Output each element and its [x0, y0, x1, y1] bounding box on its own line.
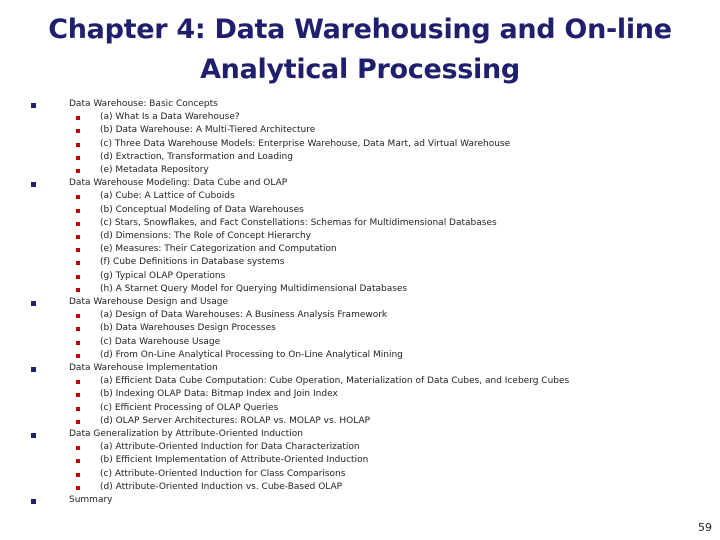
subtopic-label: (a) Design of Data Warehouses: A Business Analysis Framework: [100, 310, 388, 321]
subtopic-label: (d) From On-Line Analytical Processing to On-Line Analytical Mining: [100, 349, 403, 360]
subtopic-label: (b) Data Warehouse: A Multi-Tiered Architecture: [100, 125, 316, 136]
subtopic-item: [28, 322, 708, 335]
subtopic-item: [28, 349, 708, 362]
section-bullet-icon: [31, 499, 36, 504]
subtopic-bullet-icon: [76, 354, 80, 358]
section-title: Data Warehouse Modeling: Data Cube and OLAP: [69, 178, 288, 189]
subtopic-item: [28, 309, 708, 322]
subtopic-item: [28, 204, 708, 217]
subtopic-label: (a) Efficient Data Cube Computation: Cube Operation, Materialization of Data Cubes, and Iceberg Cubes: [100, 376, 570, 387]
subtopic-bullet-icon: [76, 222, 80, 226]
section-bullet-icon: [31, 367, 36, 372]
subtopic-item: [28, 481, 708, 494]
chapter-outline: [28, 98, 708, 507]
subtopic-bullet-icon: [76, 195, 80, 199]
slide-title-line-2: Analytical Processing: [200, 54, 520, 85]
subtopic-bullet-icon: [76, 129, 80, 133]
section-bullet-icon: [31, 301, 36, 306]
section-title: Data Warehouse Implementation: [69, 363, 218, 374]
subtopic-item: [28, 111, 708, 124]
subtopic-item: [28, 164, 708, 177]
subtopic-label: (e) Metadata Repository: [100, 165, 209, 176]
subtopic-bullet-icon: [76, 341, 80, 345]
subtopic-item: [28, 388, 708, 401]
subtopic-bullet-icon: [76, 446, 80, 450]
subtopic-bullet-icon: [76, 235, 80, 239]
subtopic-label: (b) Data Warehouses Design Processes: [100, 323, 276, 334]
section-subtopics: [28, 309, 708, 362]
subtopic-label: (f) Cube Definitions in Database systems: [100, 257, 285, 268]
subtopic-label: (a) What Is a Data Warehouse?: [100, 112, 240, 123]
subtopic-label: (a) Attribute-Oriented Induction for Data Characterization: [100, 442, 360, 453]
subtopic-item: [28, 415, 708, 428]
slide-title-line-1: Chapter 4: Data Warehousing and On-line: [48, 14, 672, 45]
subtopic-bullet-icon: [76, 380, 80, 384]
subtopic-label: (c) Stars, Snowflakes, and Fact Constellations: Schemas for Multidimensional Databases: [100, 217, 497, 228]
section-bullet-icon: [31, 103, 36, 108]
outline-section: [28, 177, 708, 296]
subtopic-label: (c) Data Warehouse Usage: [100, 336, 221, 347]
subtopic-item: [28, 270, 708, 283]
subtopic-bullet-icon: [76, 275, 80, 279]
subtopic-item: [28, 375, 708, 388]
subtopic-item: [28, 217, 708, 230]
subtopic-bullet-icon: [76, 486, 80, 490]
subtopic-item: [28, 190, 708, 203]
subtopic-item: [28, 454, 708, 467]
section-subtopics: [28, 375, 708, 428]
subtopic-label: (h) A Starnet Query Model for Querying Multidimensional Databases: [100, 283, 408, 294]
section-title: Data Warehouse: Basic Concepts: [69, 99, 218, 109]
subtopic-item: [28, 230, 708, 243]
outline-section: [28, 494, 708, 507]
outline-section: [28, 362, 708, 428]
section-bullet-icon: [31, 433, 36, 438]
section-title: Data Warehouse Design and Usage: [69, 297, 228, 308]
subtopic-bullet-icon: [76, 393, 80, 397]
subtopic-bullet-icon: [76, 459, 80, 463]
subtopic-bullet-icon: [76, 116, 80, 120]
subtopic-label: (a) Cube: A Lattice of Cuboids: [100, 191, 235, 202]
subtopic-label: (c) Efficient Processing of OLAP Queries: [100, 402, 279, 413]
subtopic-label: (g) Typical OLAP Operations: [100, 270, 226, 281]
section-title: Data Generalization by Attribute-Oriented Induction: [69, 429, 303, 440]
subtopic-bullet-icon: [76, 248, 80, 252]
page-number: 59: [698, 521, 712, 534]
subtopic-label: (d) Dimensions: The Role of Concept Hierarchy: [100, 231, 311, 242]
subtopic-bullet-icon: [76, 473, 80, 477]
subtopic-bullet-icon: [76, 169, 80, 173]
subtopic-label: (c) Three Data Warehouse Models: Enterprise Warehouse, Data Mart, ad Virtual Warehouse: [100, 138, 511, 149]
section-subtopics: [28, 441, 708, 494]
subtopic-item: [28, 243, 708, 256]
subtopic-label: (d) Extraction, Transformation and Loading: [100, 151, 293, 162]
subtopic-item: [28, 151, 708, 164]
subtopic-bullet-icon: [76, 407, 80, 411]
subtopic-item: [28, 402, 708, 415]
subtopic-bullet-icon: [76, 156, 80, 160]
section-subtopics: [28, 111, 708, 177]
subtopic-label: (b) Conceptual Modeling of Data Warehouses: [100, 204, 304, 215]
subtopic-bullet-icon: [76, 209, 80, 213]
slide-title: [0, 10, 720, 90]
subtopic-item: [28, 283, 708, 296]
subtopic-bullet-icon: [76, 314, 80, 318]
subtopic-label: (e) Measures: Their Categorization and Computation: [100, 244, 337, 255]
subtopic-label: (d) OLAP Server Architectures: ROLAP vs. MOLAP vs. HOLAP: [100, 415, 371, 426]
subtopic-item: [28, 441, 708, 454]
subtopic-label: (d) Attribute-Oriented Induction vs. Cube-Based OLAP: [100, 481, 343, 492]
section-title: Summary: [69, 495, 113, 506]
subtopic-bullet-icon: [76, 288, 80, 292]
subtopic-label: (c) Attribute-Oriented Induction for Class Comparisons: [100, 468, 346, 479]
subtopic-item: [28, 138, 708, 151]
section-subtopics: [28, 190, 708, 296]
subtopic-bullet-icon: [76, 420, 80, 424]
subtopic-bullet-icon: [76, 261, 80, 265]
subtopic-item: [28, 256, 708, 269]
subtopic-label: (b) Efficient Implementation of Attribute-Oriented Induction: [100, 455, 369, 466]
subtopic-bullet-icon: [76, 143, 80, 147]
outline-section: [28, 428, 708, 494]
subtopic-item: [28, 124, 708, 137]
outline-section: [28, 296, 708, 362]
subtopic-label: (b) Indexing OLAP Data: Bitmap Index and Join Index: [100, 389, 338, 400]
subtopic-item: [28, 336, 708, 349]
section-bullet-icon: [31, 182, 36, 187]
outline-section: [28, 98, 708, 177]
subtopic-bullet-icon: [76, 327, 80, 331]
subtopic-item: [28, 468, 708, 481]
